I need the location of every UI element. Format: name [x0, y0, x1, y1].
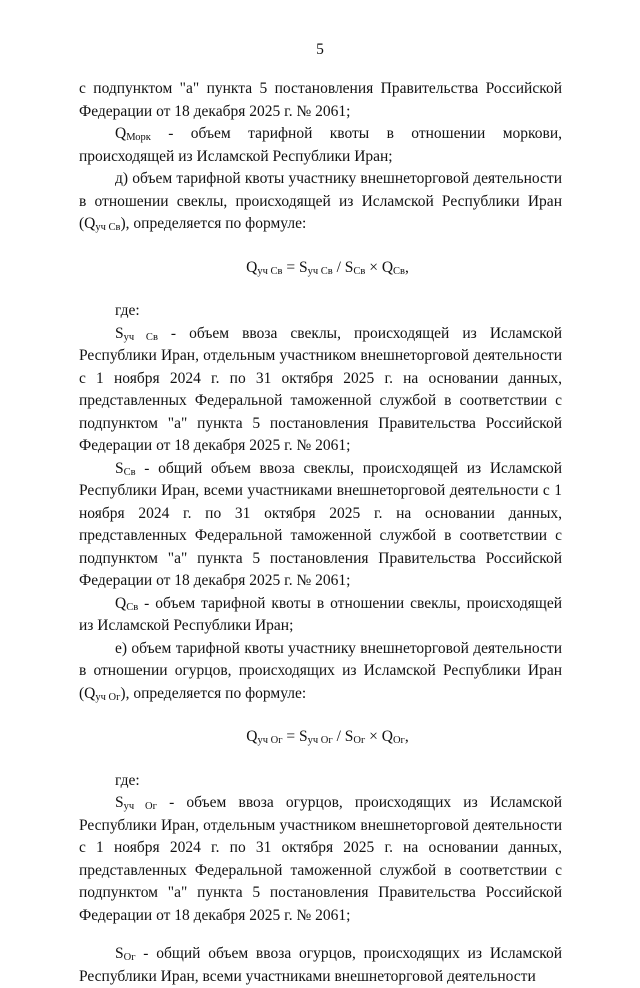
formula-operator: / — [332, 728, 345, 745]
formula-symbol: S — [298, 258, 308, 276]
paragraph-continuation: с подпунктом "а" пункта 5 постановления Правительства Российской Федерации от 18 декабря 2025 г. № 2061; — [79, 80, 562, 120]
paragraph-s-uch-beet — [79, 323, 562, 458]
definition-text: - общий объем ввоза огурцов, происходящих из Исламской Республики Иран, всеми участниками внешнеторговой деятельности — [79, 945, 562, 985]
paragraph-s-beet — [79, 458, 562, 593]
formula-symbol: Q — [381, 728, 393, 745]
symbol: S — [115, 459, 124, 477]
definition-text: - объем тарифной квоты в отношении моркови, происходящей из Исламской Республики Иран; — [79, 125, 562, 165]
symbol: Q — [115, 125, 127, 142]
definition-text: - объем тарифной квоты в отношении свеклы, происходящей из Исламской Республики Иран; — [79, 594, 562, 634]
symbol: S — [115, 945, 124, 962]
formula-subscript: уч Ог — [307, 735, 333, 746]
definition-text: - объем ввоза свеклы, происходящей из Исламской Республики Иран, отдельным участником внешнеторговой деятельности с 1 ноября 2024 г. по 31 октября 2025 г. на основании данных, представленных Федеральной таможенной службой в соответствии с подпунктом "а" пункта 5 постановления Правительства Российской Федерации от 18 декабря 2025 г. № 2061; — [79, 324, 562, 454]
definition-text: - общий объем ввоза свеклы, происходящей из Исламской Республики Иран, всеми участниками внешнеторговой деятельности с 1 ноября 2024 г. по 31 октября 2025 г. на основании данных, представленных Федеральной таможенной службой в соответствии с подпунктом "а" пункта 5 постановления Правительства Российской Федерации от 18 декабря 2025 г. № 2061; — [79, 459, 562, 589]
symbol: Q — [115, 594, 127, 612]
formula-operator: = — [282, 258, 299, 276]
page-number: 5 — [316, 41, 324, 58]
symbol: S — [115, 794, 124, 811]
item-text: ), определяется по формуле: — [120, 215, 307, 232]
item-text: е) объем тарифной квоты участнику внешнеторговой деятельности в отношении огурцов, происходящих из Исламской Республики Иран ( — [79, 639, 562, 702]
formula-symbol: S — [344, 258, 354, 276]
symbol-subscript: Св — [123, 466, 136, 478]
symbol-subscript: уч Св — [123, 331, 158, 343]
paragraph-item-d — [79, 168, 562, 236]
where-label: где: — [115, 302, 140, 319]
definition-text: - объем ввоза огурцов, происходящих из Исламской Республики Иран, отдельным участником внешнеторговой деятельности с 1 ноября 2024 г. по 31 октября 2025 г. на основании данных, представленных Федеральной таможенной службой в соответствии с подпунктом "а" пункта 5 постановления Правительства Российской Федерации от 18 декабря 2025 г. № 2061; — [79, 794, 563, 924]
symbol: Q — [84, 215, 96, 232]
formula-operator: / — [332, 258, 345, 276]
formula-subscript: Ог — [353, 735, 366, 746]
paragraph-item-e — [79, 638, 562, 706]
formula-subscript: Ог — [392, 735, 405, 746]
symbol: S — [115, 324, 124, 342]
symbol-subscript: уч Св — [95, 222, 121, 233]
symbol-subscript: уч Ог — [95, 691, 121, 703]
formula-symbol: Q — [246, 258, 258, 276]
formula-punctuation: , — [405, 258, 409, 276]
formula-operator: = — [282, 728, 300, 745]
paragraph-s-uch-cucumber — [79, 792, 562, 927]
symbol-subscript: Ог — [123, 952, 136, 963]
formula-operator: × — [365, 728, 382, 745]
where-label: где: — [115, 771, 140, 789]
symbol: Q — [84, 684, 96, 702]
formula-cucumber — [79, 726, 562, 749]
formula-operator: × — [365, 258, 382, 276]
formula-punctuation: , — [404, 728, 409, 745]
formula-subscript: Св — [393, 265, 406, 277]
document-body — [79, 78, 562, 988]
item-text: ), определяется по формуле: — [120, 684, 307, 702]
symbol-subscript: уч Ог — [123, 801, 157, 812]
formula-beet — [79, 257, 562, 280]
symbol-subscript: Морк — [126, 132, 151, 143]
item-text: д) объем тарифной квоты участнику внешнеторговой деятельности в отношении свеклы, происходящей из Исламской Республики Иран ( — [79, 170, 562, 232]
paragraph-q-carrot — [79, 123, 562, 168]
paragraph-s-cucumber — [79, 943, 562, 988]
formula-symbol: S — [344, 728, 354, 745]
formula-subscript: Св — [353, 265, 366, 277]
formula-symbol: Q — [381, 258, 394, 276]
formula-symbol: S — [299, 728, 308, 745]
symbol-subscript: Св — [126, 601, 139, 613]
paragraph-q-beet — [79, 593, 562, 638]
formula-subscript: уч Св — [307, 265, 333, 277]
formula-symbol: Q — [246, 728, 258, 745]
formula-subscript: уч Св — [257, 265, 283, 277]
formula-subscript: уч Ог — [257, 735, 283, 746]
